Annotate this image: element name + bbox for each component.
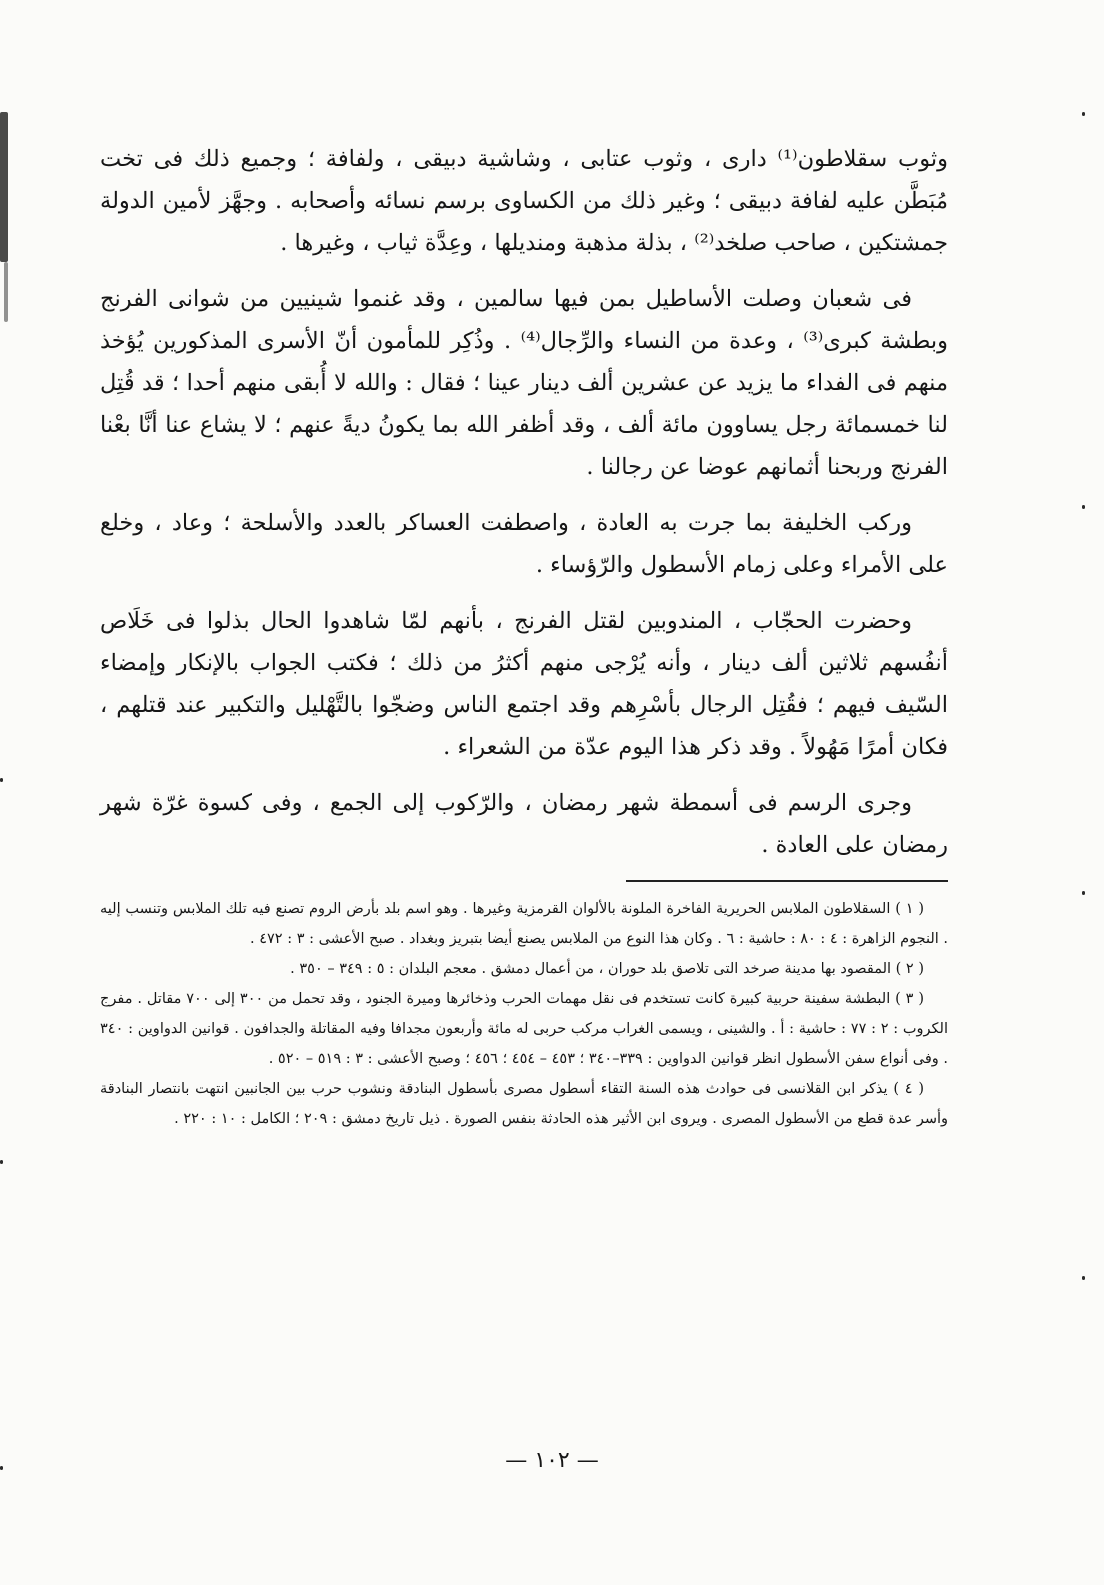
footnote-2: ( ٢ ) المقصود بها مدينة صرخد التى تلاصق بلد حوران ، من أعمال دمشق . معجم البلدان : ٥ : ٣٤٩ – ٣٥٠ . bbox=[290, 961, 924, 977]
paragraph: فى شعبان وصلت الأساطيل بمن فيها سالمين ، وقد غنموا شينيين من شوانى الفرنج وبطشة كبرى⁽³⁾ ، وعدة من النساء والرِّجال⁽⁴⁾ . وذُكِر للمأمون أنّ الأسرى المذكورين يُؤخذ منهم فى الفداء ما يزيد عن عشرين ألف دينار عينا ؛ فقال : والله لا أُبقى منهم أحدا ؛ قد قُتِل لنا خمسمائة رجل يساوون مائة ألف ، وقد أظفر الله بما يكونُ ديةً عنهم ؛ لا يشاع عنا أنَّا بعْنا الفرنج وربحنا أثمانهم عوضا عن رجالنا . bbox=[100, 286, 948, 480]
main-text bbox=[100, 138, 948, 866]
scan-edge-mark bbox=[4, 262, 8, 322]
paragraph: وثوب سقلاطون⁽¹⁾ دارى ، وثوب عتابى ، وشاشية دبيقى ، ولفافة ؛ وجميع ذلك فى تخت مُبَطَّن عليه لفافة دبيقى ؛ وغير ذلك من الكساوى برسم نسائه وأصحابه . وجهَّز لأمين الدولة جمشتكين ، صاحب صلخد⁽²⁾ ، بذلة مذهبة ومنديلها ، وعِدَّة ثياب ، وغيرها . bbox=[100, 146, 948, 256]
page-number: — ١٠٢ — bbox=[505, 1448, 599, 1473]
footnote-divider bbox=[626, 880, 948, 882]
scan-dot bbox=[1082, 1276, 1085, 1280]
scan-dot bbox=[1082, 891, 1085, 895]
scan-dot bbox=[0, 778, 3, 782]
scan-dot bbox=[1082, 112, 1085, 116]
footnote-4: ( ٤ ) يذكر ابن القلانسى فى حوادث هذه السنة التقاء أسطول مصرى بأسطول البنادقة ونشوب حرب بين الجانبين انتهت بانتصار البنادقة وأسر عدة قطع من الأسطول المصرى . ويروى ابن الأثير هذه الحادثة بنفس الصورة . ذيل تاريخ دمشق : ٢٠٩ ؛ الكامل : ١٠ : ٢٢٠ . bbox=[100, 1081, 948, 1127]
scan-dot bbox=[0, 1160, 3, 1164]
document-page bbox=[100, 138, 948, 1134]
footnote-3: ( ٣ ) البطشة سفينة حربية كبيرة كانت تستخدم فى نقل مهمات الحرب وذخائرها وميرة الجنود ، وقد تحمل من ٣٠٠ إلى ٧٠٠ مقاتل . مفرج الكروب : ٢ : ٧٧ : حاشية : أ . والشينى ، ويسمى الغراب مركب حربى له مائة وأربعون مجدافا وفيه المقاتلة والجدافون . قوانين الدواوين : ٣٤٠ . وفى أنواع سفن الأسطول انظر قوانين الدواوين : ٣٣٩–٣٤٠ ؛ ٤٥٣ – ٤٥٤ ؛ ٤٥٦ ؛ وصبح الأعشى : ٣ : ٥١٩ – ٥٢٠ . bbox=[100, 991, 949, 1067]
footnote-1: ( ١ ) السقلاطون الملابس الحريرية الفاخرة الملونة بالألوان القرمزية وغيرها . وهو اسم بلد بأرض الروم تصنع فيه تلك الملابس وتنسب إليه . النجوم الزاهرة : ٤ : ٨٠ : حاشية : ٦ . وكان هذا النوع من الملابس يصنع أيضا بتبريز وبغداد . صبح الأعشى : ٣ : ٤٧٢ . bbox=[100, 901, 948, 947]
footnotes bbox=[100, 894, 948, 1134]
paragraph: وجرى الرسم فى أسمطة شهر رمضان ، والرّكوب إلى الجمع ، وفى كسوة غرّة شهر رمضان على العادة . bbox=[100, 790, 948, 858]
scan-edge-mark bbox=[0, 112, 8, 262]
paragraph: وحضرت الحجّاب ، المندوبين لقتل الفرنج ، بأنهم لمّا شاهدوا الحال بذلوا فى خَلَاص أنفُسهم ثلاثين ألف دينار ، وأنه يُرْجى منهم أكثرُ من ذلك ؛ فكتب الجواب بالإنكار وإمضاء السّيف فيهم ؛ فقُتِل الرجال بأسْرِهم وقد اجتمع الناس وضجّوا بالتَّهْليل والتكبير عند قتلهم ، فكان أمرًا مَهُولاً . وقد ذكر هذا اليوم عدّة من الشعراء . bbox=[100, 608, 948, 760]
scan-dot bbox=[1082, 505, 1085, 509]
paragraph: وركب الخليفة بما جرت به العادة ، واصطفت العساكر بالعدد والأسلحة ؛ وعاد ، وخلع على الأمراء وعلى زمام الأسطول والرّؤساء . bbox=[100, 510, 948, 578]
